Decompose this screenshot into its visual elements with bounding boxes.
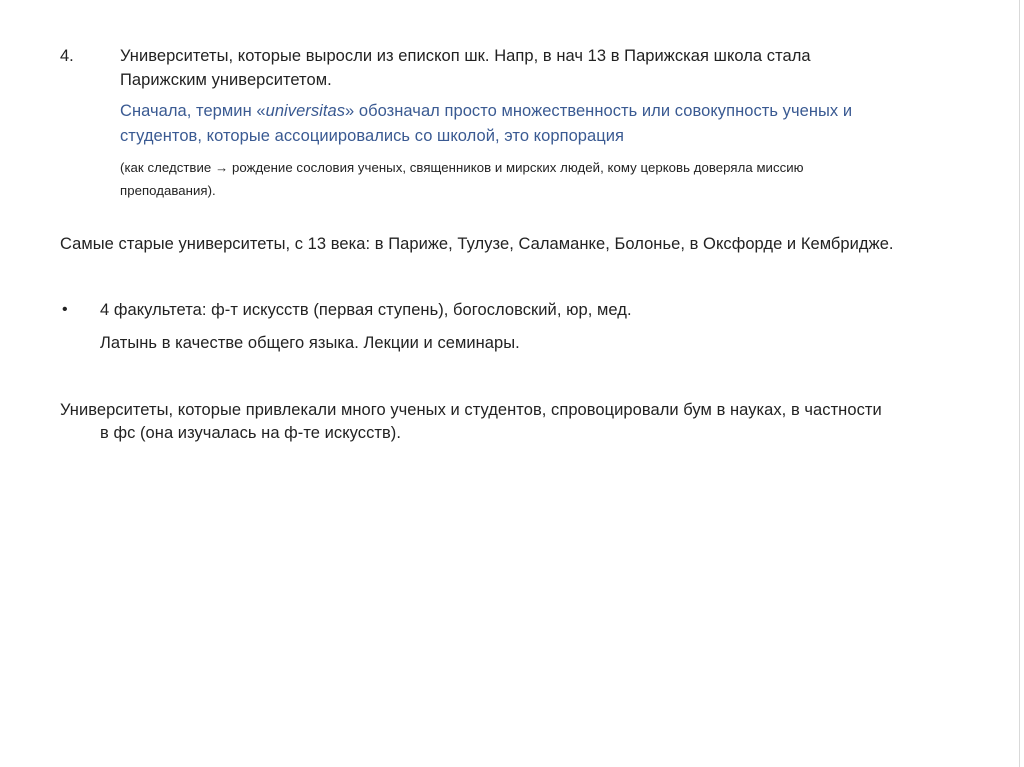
faculties-line1: 4 факультета: ф-т искусств (первая ступень), богословский, юр, мед. [100, 301, 632, 319]
boom-line1: Университеты, которые привлекали много ученых и студентов, спровоцировали бум в науках, в частности [60, 401, 882, 419]
definition-line2: студентов, которые ассоциировались со школой, это корпорация [120, 127, 625, 145]
item4-line1: Университеты, которые выросли из епископ шк. Напр, в нач 13 в Парижская школа стала [120, 47, 811, 65]
definition-prefix: Сначала, термин « [120, 102, 266, 120]
bullet-icon: • [62, 301, 68, 318]
consequence-line2: преподавания). [120, 183, 216, 198]
list-number: 4. [60, 47, 74, 65]
boom-line2: в фс (она изучалась на ф-те искусств). [100, 424, 401, 442]
definition-suffix: » обозначал просто множественность или совокупность ученых и [345, 102, 853, 120]
definition-term: universitas [265, 102, 346, 120]
oldest-universities: Самые старые университеты, с 13 века: в Париже, Тулузе, Саламанке, Болонье, в Оксфорде и Кембридже. [60, 235, 894, 253]
consequence-line1: (как следствие → рождение сословия ученых, священников и мирских людей, кому церковь доверяла миссию [120, 160, 804, 175]
definition-line1 [120, 100, 852, 122]
item4-line2: Парижским университетом. [120, 71, 332, 89]
faculties-line2: Латынь в качестве общего языка. Лекции и семинары. [100, 334, 520, 352]
